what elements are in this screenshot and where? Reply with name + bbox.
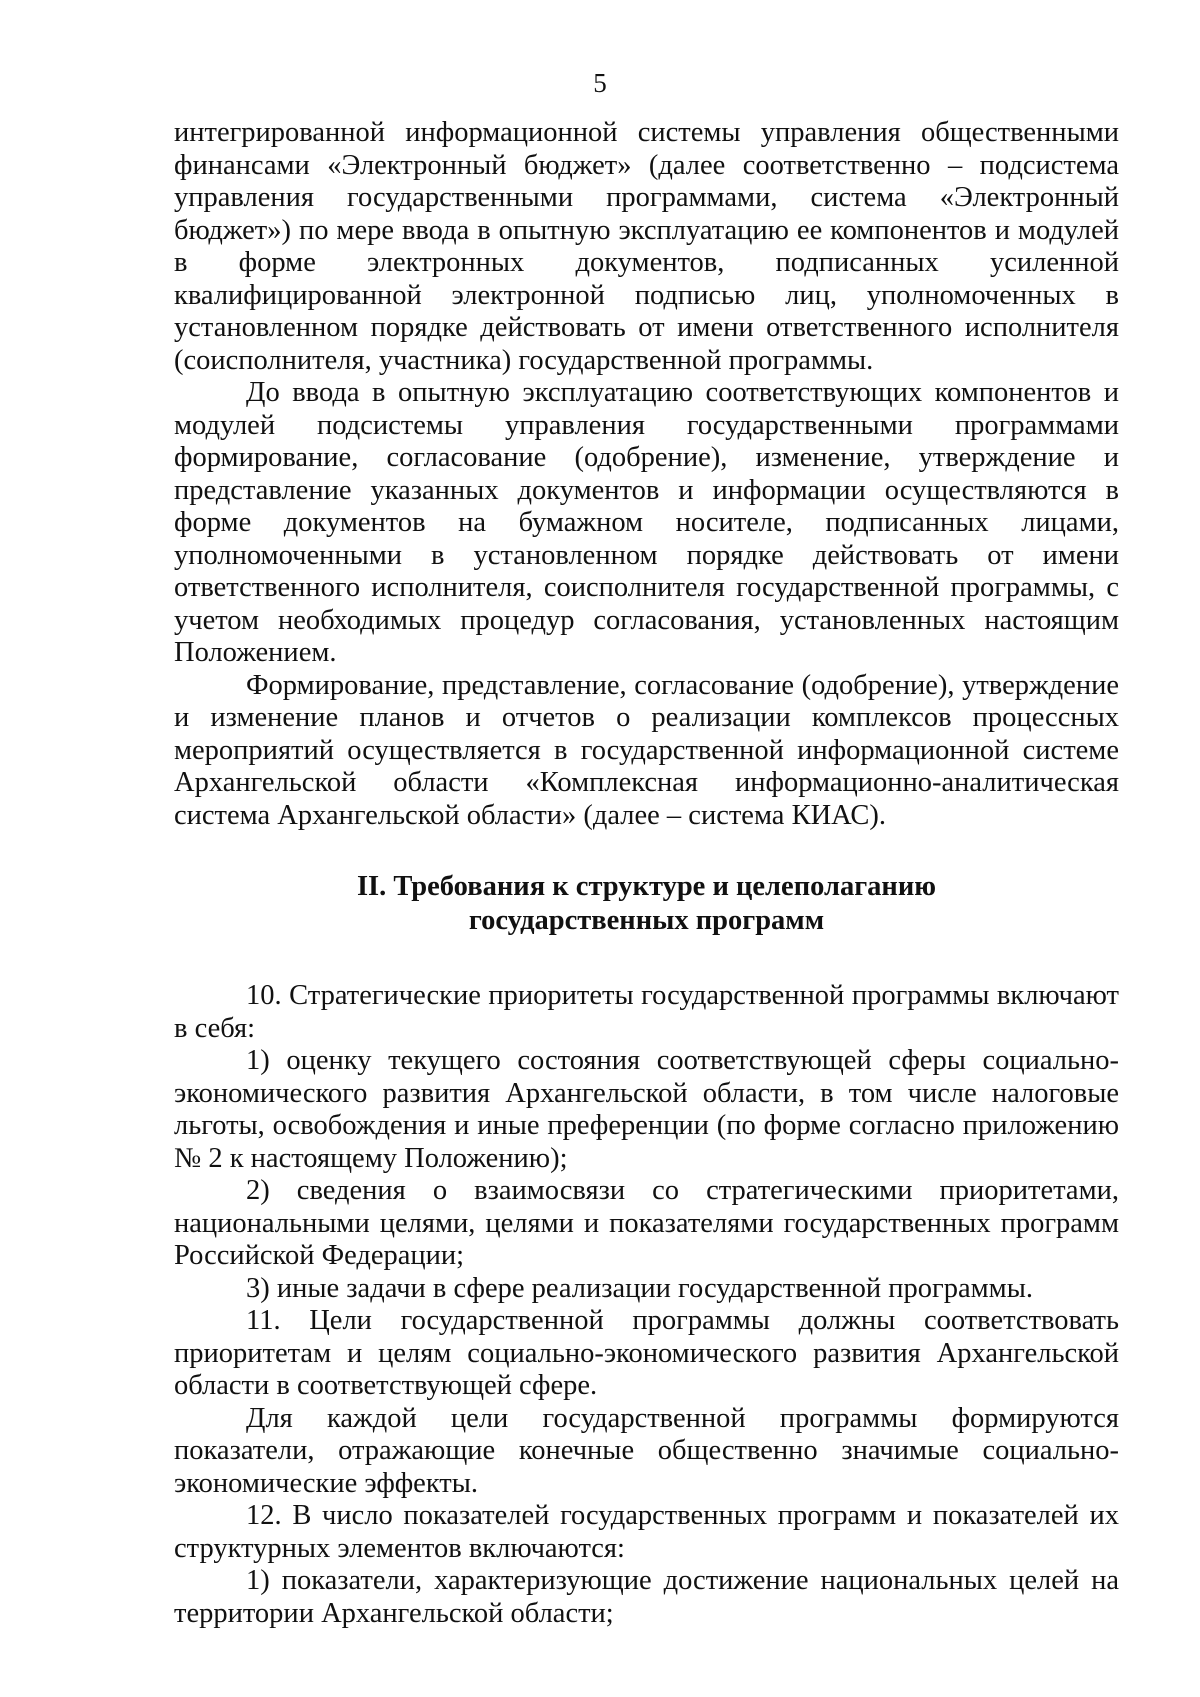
document-body [174, 117, 1119, 1630]
paragraph: 11. Цели государственной программы должны соответствовать приоритетам и целям социально-экономического развития Архангельской области в соответствующей сфере. [174, 1305, 1119, 1401]
list-item: 2) сведения о взаимосвязи со стратегическими приоритетами, национальными целями, целями и показателями государственных программ Российской Федерации; [174, 1175, 1119, 1271]
section-heading-line: II. Требования к структуре и целеполаганию [356, 871, 937, 902]
page-number: 5 [593, 68, 607, 98]
paragraph: Для каждой цели государственной программы формируются показатели, отражающие конечные общественно значимые социально-экономические эффекты. [174, 1402, 1119, 1499]
paragraph: До ввода в опытную эксплуатацию соответствующих компонентов и модулей подсистемы управления государственными программами формирование, согласование (одобрение), изменение, утверждение и представление указанных документов и информации осуществляются в форме документов на бумажном носителе, подписанных лицами, уполномоченными в установленном порядке действовать от имени ответственного исполнителя, соисполнителя государственной программы, с учетом необходимых процедур согласования, установленных настоящим Положением. [174, 377, 1119, 668]
section-heading-line: государственных программ [468, 905, 825, 936]
paragraph-continuation: интегрированной информационной системы управления общественными финансами «Электронный бюджет» (далее соответственно – подсистема управления государственными программами, система «Электронный бюджет») по мере ввода в опытную эксплуатацию ее компонентов и модулей в форме электронных документов, подписанных усиленной квалифицированной электронной подписью лиц, уполномоченных в установленном порядке действовать от имени ответственного исполнителя (соисполнителя, участника) государственной программы. [174, 117, 1119, 376]
list-item: 3) иные задачи в сфере реализации государственной программы. [246, 1272, 1033, 1304]
list-item: 1) показатели, характеризующие достижение национальных целей на территории Архангельской области; [174, 1565, 1119, 1629]
paragraph: 10. Стратегические приоритеты государственной программы включают в себя: [174, 980, 1119, 1044]
list-item: 1) оценку текущего состояния соответствующей сферы социально-экономического развития Архангельской области, в том числе налоговые льготы, освобождения и иные преференции (по форме согласно приложению № 2 к настоящему Положению); [174, 1045, 1119, 1174]
section-heading [174, 870, 1119, 938]
paragraph: Формирование, представление, согласование (одобрение), утверждение и изменение планов и отчетов о реализации комплексов процессных мероприятий осуществляется в государственной информационной системе Архангельской области «Комплексная информационно-аналитическая система Архангельской области» (далее – система КИАС). [174, 669, 1119, 831]
paragraph: 12. В число показателей государственных программ и показателей их структурных элементов включаются: [174, 1500, 1119, 1564]
